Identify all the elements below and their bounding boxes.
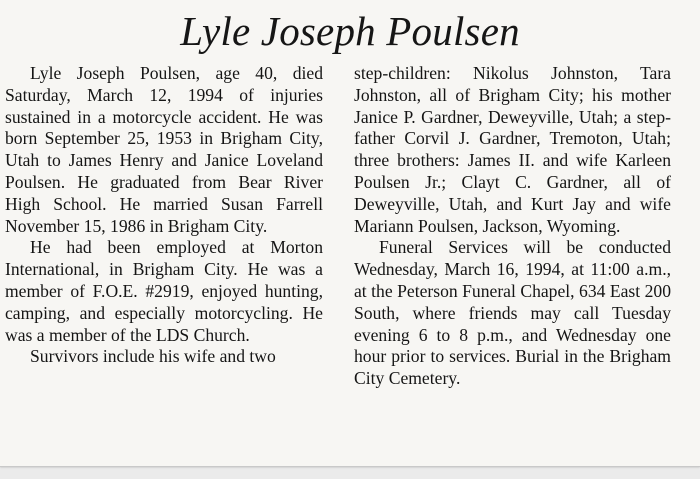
paragraph-employment: He had been employed at Morton International, in Brigham City. He was a member of F.O.E. #2919, enjoyed hunting, camping, and especially motorcycling. He was a member of the LDS Church. — [5, 237, 323, 345]
paragraph-death-and-birth: Lyle Joseph Poulsen, age 40, died Saturday, March 12, 1994 of injuries sustained in a motorcycle accident. He was born September 25, 1953 in Brigham City, Utah to James Henry and Janice Loveland Poulsen. He graduated from Bear River High School. He married Susan Farrell November 15, 1986 in Brigham City. — [5, 63, 323, 236]
obituary-title: Lyle Joseph Poulsen — [180, 8, 520, 54]
paragraph-funeral-services: Funeral Services will be conducted Wednesday, March 16, 1994, at 11:00 a.m., at the Peterson Funeral Chapel, 634 East 200 South, where friends may call Tuesday evening 6 to 8 p.m., and Wednesday one hour prior to services. Burial in the Brigham City Cemetery. — [354, 237, 671, 389]
right-text-column — [354, 63, 671, 390]
paragraph-survivors-continued: step-children: Nikolus Johnston, Tara Johnston, all of Brigham City; his mother Janice P. Gardner, Deweyville, Utah; a step-father Corvil J. Gardner, Tremoton, Utah; three brothers: James II. and wife Karleen Poulsen Jr.; Clayt C. Gardner, all of Deweyville, Utah, and Kurt Jay and wife Mariann Poulsen, Jackson, Wyoming. — [354, 63, 671, 236]
left-text-column — [5, 63, 323, 368]
paragraph-survivors-start: Survivors include his wife and two — [30, 346, 276, 367]
clipping-bottom-edge — [0, 466, 700, 467]
